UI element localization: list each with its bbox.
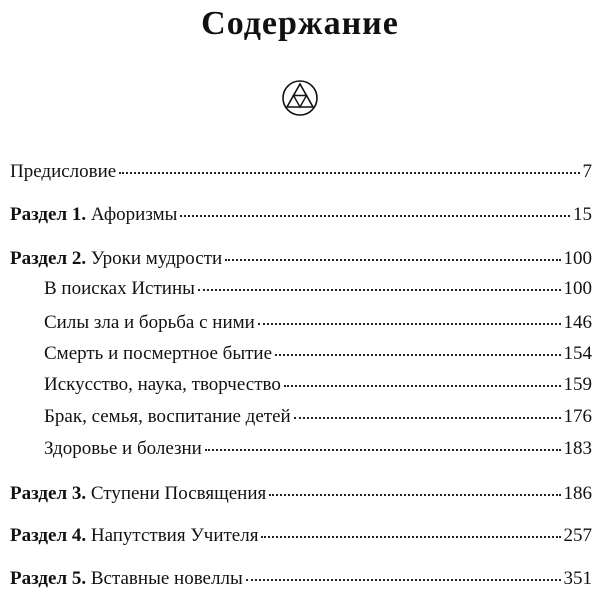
toc-entry-page: 351 <box>563 568 592 589</box>
dot-leader <box>205 448 561 451</box>
toc-entry-page: 257 <box>563 525 592 546</box>
toc-subentry[interactable] <box>44 405 592 429</box>
toc-entry-label: Искусство, наука, творчество <box>44 374 281 395</box>
dot-leader <box>284 384 561 387</box>
toc-entry-label: В поисках Истины <box>44 278 195 299</box>
page-title: Содержание <box>201 5 399 42</box>
section-number: Раздел 5. <box>10 568 87 589</box>
toc-entry-label: Силы зла и борьба с ними <box>44 312 255 333</box>
section-number: Раздел 2. <box>10 248 87 269</box>
toc-entry-label: Раздел 5. Вставные новеллы <box>10 568 243 589</box>
dot-leader <box>198 288 561 291</box>
dot-leader <box>275 353 560 356</box>
toc-entry-page: 154 <box>563 343 592 364</box>
toc-entry-page: 183 <box>563 438 592 459</box>
toc-entry[interactable] <box>10 203 592 227</box>
dot-leader <box>261 535 560 538</box>
toc-subentry[interactable] <box>44 437 592 461</box>
toc-entry[interactable] <box>10 160 592 184</box>
toc-entry-page: 100 <box>563 248 592 269</box>
dot-leader <box>269 493 560 496</box>
toc-entry[interactable] <box>10 524 592 548</box>
toc-entry-page: 176 <box>563 406 592 427</box>
toc-entry-label: Раздел 3. Ступени Посвящения <box>10 483 267 504</box>
toc-entry-page: 186 <box>563 483 592 504</box>
toc-entry-page: 7 <box>582 161 592 182</box>
toc-entry-page: 100 <box>563 278 592 299</box>
dot-leader <box>258 322 561 325</box>
toc-entry-page: 159 <box>563 374 592 395</box>
toc-entry[interactable] <box>10 567 592 591</box>
section-number: Раздел 4. <box>10 525 87 546</box>
toc-entry-label: Раздел 2. Уроки мудрости <box>10 248 223 269</box>
toc-entry-label: Раздел 4. Напутствия Учителя <box>10 525 259 546</box>
dot-leader <box>180 214 570 217</box>
toc-entry[interactable] <box>10 247 592 271</box>
triangle-in-circle-icon <box>280 78 320 118</box>
dot-leader <box>294 416 561 419</box>
toc-entry-page: 146 <box>563 312 592 333</box>
section-number: Раздел 1. <box>10 204 87 225</box>
toc-subentry[interactable] <box>44 342 592 366</box>
toc-subentry[interactable] <box>44 277 592 301</box>
toc-entry-label: Здоровье и болезни <box>44 438 202 459</box>
toc-entry-page: 15 <box>573 204 592 225</box>
toc-entry-label: Смерть и посмертное бытие <box>44 343 273 364</box>
section-number: Раздел 3. <box>10 483 87 504</box>
toc-entry-label: Раздел 1. Афоризмы <box>10 204 178 225</box>
toc-subentry[interactable] <box>44 373 592 397</box>
dot-leader <box>246 578 561 581</box>
dot-leader <box>225 258 560 261</box>
toc-entry-label: Брак, семья, воспитание детей <box>44 406 291 427</box>
dot-leader <box>119 171 579 174</box>
toc-subentry[interactable] <box>44 311 592 335</box>
toc-entry-label: Предисловие <box>10 161 117 182</box>
toc-entry[interactable] <box>10 482 592 506</box>
